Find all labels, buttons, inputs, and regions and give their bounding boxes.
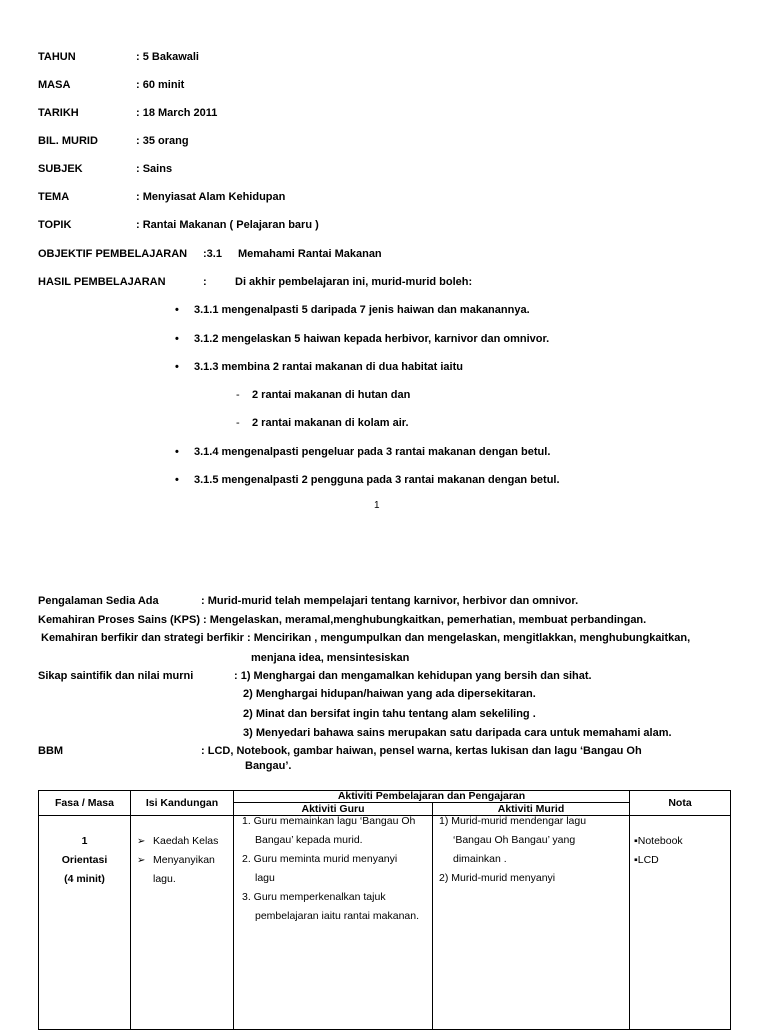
objektif-value: Memahami Rantai Makanan — [238, 248, 382, 260]
murid-activity-cont: ‘Bangau Oh Bangau’ yang — [453, 834, 576, 846]
bbm-line-2: Bangau’. — [245, 760, 292, 772]
header-aktiviti-murid: Aktiviti Murid — [433, 803, 630, 816]
bbm-label: BBM — [38, 745, 64, 757]
bbm-line-1: : LCD, Notebook, gambar haiwan, pensel warna, kertas lukisan dan lagu ‘Bangau Oh — [201, 745, 642, 757]
outcome-subitem: - 2 rantai makanan di hutan dan — [252, 389, 410, 401]
hasil-label: HASIL PEMBELAJARAN — [38, 276, 166, 288]
info-label-masa: MASA — [38, 79, 71, 91]
page-number: 1 — [374, 500, 380, 511]
isi-kandungan-cell — [131, 816, 234, 1030]
header-isi-kandungan: Isi Kandungan — [131, 791, 234, 816]
isi-item-cont: lagu. — [153, 873, 176, 885]
phase-cell — [39, 816, 131, 1030]
header-nota: Nota — [630, 791, 731, 816]
header-aktiviti: Aktiviti Pembelajaran dan Pengajaran — [234, 791, 630, 803]
outcome-item: • 3.1.1 mengenalpasti 5 daripada 7 jenis haiwan dan makanannya. — [194, 304, 530, 316]
hasil-colon: : — [203, 276, 207, 288]
isi-item: ➢ Menyanyikan — [131, 851, 233, 870]
sikap-item: 2) Minat dan bersifat ingin tahu tentang alam sekeliling . — [243, 708, 536, 720]
psa-label: Pengalaman Sedia Ada — [38, 595, 159, 607]
info-label-subjek: SUBJEK — [38, 163, 83, 175]
murid-activity-cont: dimainkan . — [453, 853, 507, 865]
header-fasa: Fasa / Masa — [39, 791, 131, 816]
info-label-tema: TEMA — [38, 191, 70, 203]
info-value-tarikh: : 18 March 2011 — [136, 107, 218, 119]
objektif-label: OBJEKTIF PEMBELAJARAN — [38, 248, 188, 260]
aktiviti-murid-cell — [433, 816, 630, 1030]
aktiviti-guru-cell — [234, 816, 433, 1030]
phase-name: Orientasi — [61, 854, 108, 866]
guru-activity: 1. Guru memainkan lagu ‘Bangau Oh — [242, 815, 416, 827]
outcome-subitem: - 2 rantai makanan di kolam air. — [252, 417, 409, 429]
nota-item: ▪LCD — [634, 854, 659, 866]
isi-item: ➢ Kaedah Kelas — [131, 832, 233, 851]
outcome-item: • 3.1.5 mengenalpasti 2 pengguna pada 3 rantai makanan dengan betul. — [194, 474, 560, 486]
guru-activity-cont: pembelajaran iaitu rantai makanan. — [255, 910, 420, 922]
psa-value: : Murid-murid telah mempelajari tentang karnivor, herbivor dan omnivor. — [201, 595, 579, 607]
outcome-item: • 3.1.3 membina 2 rantai makanan di dua habitat iaitu — [194, 361, 463, 373]
nota-cell — [630, 816, 731, 1030]
info-label-bil-murid: BIL. MURID — [38, 135, 98, 147]
kps-line: Kemahiran Proses Sains (KPS) : Mengelaskan, meramal,menghubungkaitkan, pemerhatian, membuat perbandingan. — [38, 614, 647, 626]
guru-activity-cont: Bangau’ kepada murid. — [255, 834, 363, 846]
objektif-code: :3.1 — [203, 248, 222, 260]
lesson-plan-table — [38, 790, 731, 1030]
guru-activity: 2. Guru meminta murid menyanyi — [242, 853, 398, 865]
kbs-line-1: Kemahiran berfikir dan strategi berfikir : Mencirikan , mengumpulkan dan mengelaskan, mengitlakkan, menghubungkaitkan, — [41, 632, 691, 644]
info-value-topik: : Rantai Makanan ( Pelajaran baru ) — [136, 219, 319, 231]
table-header-row — [39, 791, 731, 803]
info-label-tarikh: TARIKH — [38, 107, 79, 119]
info-value-tahun: : 5 Bakawali — [136, 51, 199, 63]
info-label-topik: TOPIK — [38, 219, 72, 231]
kbs-line-2: menjana idea, mensintesiskan — [251, 652, 410, 664]
phase-time: (4 minit) — [64, 873, 105, 885]
phase-number: 1 — [81, 835, 88, 847]
info-value-subjek: : Sains — [136, 163, 173, 175]
outcome-item: • 3.1.4 mengenalpasti pengeluar pada 3 rantai makanan dengan betul. — [194, 446, 550, 458]
header-aktiviti-guru: Aktiviti Guru — [234, 803, 433, 816]
guru-activity: 3. Guru memperkenalkan tajuk — [242, 891, 386, 903]
info-value-tema: : Menyiasat Alam Kehidupan — [136, 191, 286, 203]
outcome-item: • 3.1.2 mengelaskan 5 haiwan kepada herbivor, karnivor dan omnivor. — [194, 333, 549, 345]
info-value-bil-murid: : 35 orang — [136, 135, 189, 147]
nota-item: ▪Notebook — [634, 835, 683, 847]
info-label-tahun: TAHUN — [38, 51, 76, 63]
sikap-item: 3) Menyedari bahawa sains merupakan satu daripada cara untuk memahami alam. — [243, 727, 672, 739]
sikap-label: Sikap saintifik dan nilai murni — [38, 670, 194, 682]
murid-activity: 1) Murid-murid mendengar lagu — [439, 815, 587, 827]
hasil-value: Di akhir pembelajaran ini, murid-murid boleh: — [235, 276, 473, 288]
guru-activity-cont: lagu — [255, 872, 275, 884]
sikap-item: : 1) Menghargai dan mengamalkan kehidupan yang bersih dan sihat. — [234, 670, 592, 682]
sikap-item: 2) Menghargai hidupan/haiwan yang ada dipersekitaran. — [243, 688, 536, 700]
table-row — [39, 816, 731, 1030]
info-value-masa: : 60 minit — [136, 79, 185, 91]
murid-activity: 2) Murid-murid menyanyi — [439, 872, 556, 884]
